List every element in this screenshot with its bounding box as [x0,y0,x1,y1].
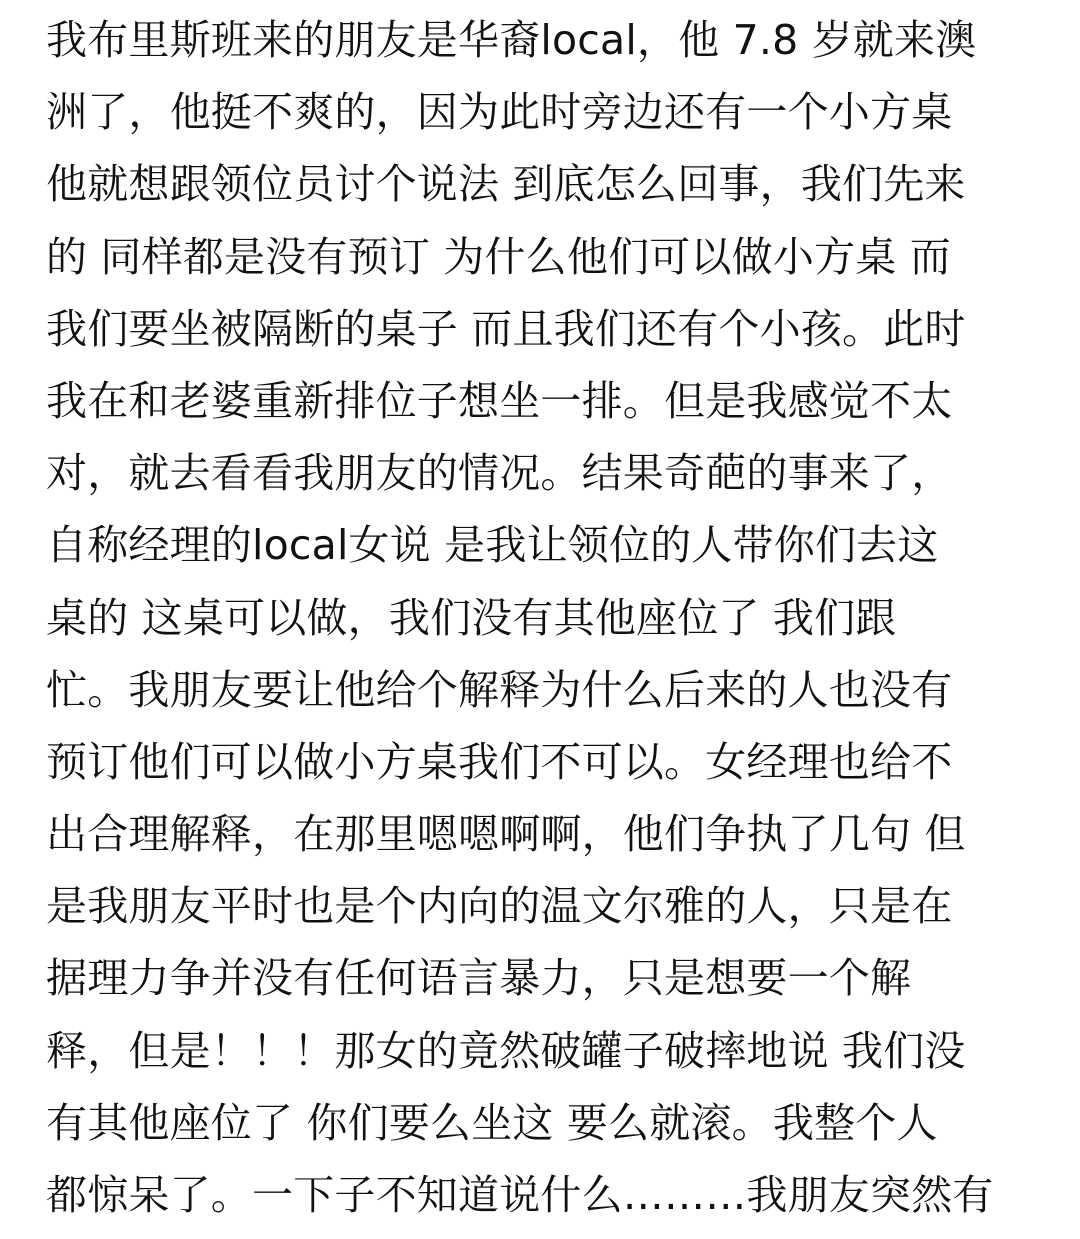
text-line: 我布里斯班来的朋友是华裔local，他 7.8 岁就来澳 [46,16,977,64]
text-line: 对，就去看看我朋友的情况。结果奇葩的事来了， [46,449,953,498]
post-body-text [46,12,1046,1239]
text-line: 释，但是！！！那女的竟然破罐子破摔地说 我们没 [46,1026,966,1075]
text-line: 有其他座位了 你们要么坐这 要么就滚。我整个人 [46,1098,938,1147]
text-line: 洲了，他挺不爽的，因为此时旁边还有一个小方桌 [46,88,953,137]
text-line: 他就想跟领位员讨个说法 到底怎么回事，我们先来 [46,160,966,209]
text-line: 桌的 这桌可以做，我们没有其他座位了 我们跟 [46,593,897,642]
text-line: 我在和老婆重新排位子想坐一排。但是我感觉不太 [46,376,953,425]
text-line: 都惊呆了。一下子不知道说什么………我朋友突然有 [46,1171,994,1219]
text-line: 是我朋友平时也是个内向的温文尔雅的人，只是在 [46,882,953,931]
text-line: 出合理解释，在那里嗯嗯啊啊，他们争执了几句 但 [46,810,966,859]
text-line: 据理力争并没有任何语言暴力，只是想要一个解 [46,954,912,1003]
text-line: 忙。我朋友要让他给个解释为什么后来的人也没有 [46,665,953,714]
text-line: 预订他们可以做小方桌我们不可以。女经理也给不 [46,737,953,786]
text-line: 自称经理的local女说 是我让领位的人带你们去这 [46,521,939,570]
text-line: 的 同样都是没有预订 为什么他们可以做小方桌 而 [46,232,951,281]
text-line: 我们要坐被隔断的桌子 而且我们还有个小孩。此时 [46,304,966,353]
